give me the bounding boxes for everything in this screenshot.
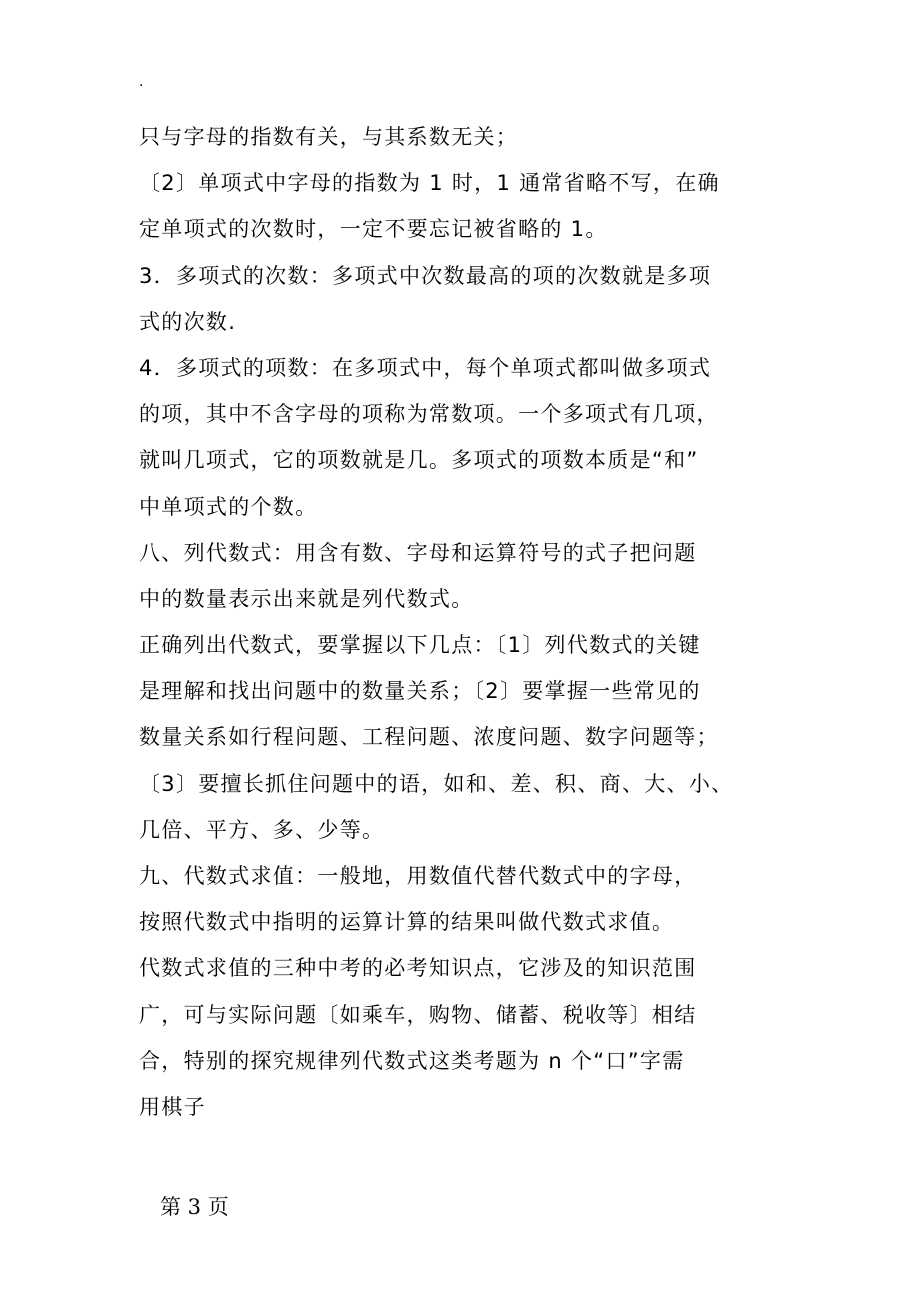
text-line: 数量关系如行程问题、工程问题、浓度问题、数字问题等；	[139, 725, 719, 750]
text-line: 正确列出代数式，要掌握以下几点：〔1〕列代数式的关键	[139, 633, 701, 658]
text-line: 按照代数式中指明的运算计算的结果叫做代数式求值。	[139, 910, 675, 935]
text-line: 合，特别的探究规律列代数式这类考题为 n 个“口”字需	[139, 1048, 685, 1073]
page-number: 第 3 页	[160, 1195, 229, 1219]
body-text	[139, 122, 799, 1138]
text-line: 是理解和找出问题中的数量关系；〔2〕要掌握一些常见的	[139, 679, 701, 704]
text-line: 〔2〕单项式中字母的指数为 1 时，1 通常省略不写，在确	[139, 171, 720, 196]
text-line: 代数式求值的三种中考的必考知识点，它涉及的知识范围	[139, 956, 697, 981]
text-line: 八、列代数式：用含有数、字母和运算符号的式子把问题	[139, 540, 697, 565]
text-line: 广，可与实际问题〔如乘车，购物、储蓄、税收等〕相结	[139, 1002, 697, 1027]
text-line: 定单项式的次数时，一定不要忘记被省略的 1。	[139, 217, 608, 242]
text-line: 〔3〕要擅长抓住问题中的语，如和、差、积、商、大、小、	[139, 771, 734, 796]
text-line: 3．多项式的次数：多项式中次数最高的项的次数就是多项	[139, 263, 712, 288]
text-line: 用棋子	[139, 1094, 206, 1119]
text-line: 九、代数式求值：一般地，用数值代替代数式中的字母，	[139, 864, 697, 888]
text-line: 的项，其中不含字母的项称为常数项。一个多项式有几项，	[139, 402, 719, 427]
text-line: 就叫几项式，它的项数就是几。多项式的项数本质是“和”	[139, 448, 699, 473]
text-line: 中单项式的个数。	[139, 494, 318, 519]
text-line: 4．多项式的项数：在多项式中，每个单项式都叫做多项式	[139, 355, 712, 380]
text-line: 几倍、平方、多、少等。	[139, 817, 385, 842]
text-line: 式的次数.	[139, 309, 237, 334]
text-line: 中的数量表示出来就是列代数式。	[139, 586, 474, 611]
header-marker: .	[139, 74, 144, 90]
text-line: 只与字母的指数有关，与其系数无关；	[139, 125, 519, 149]
